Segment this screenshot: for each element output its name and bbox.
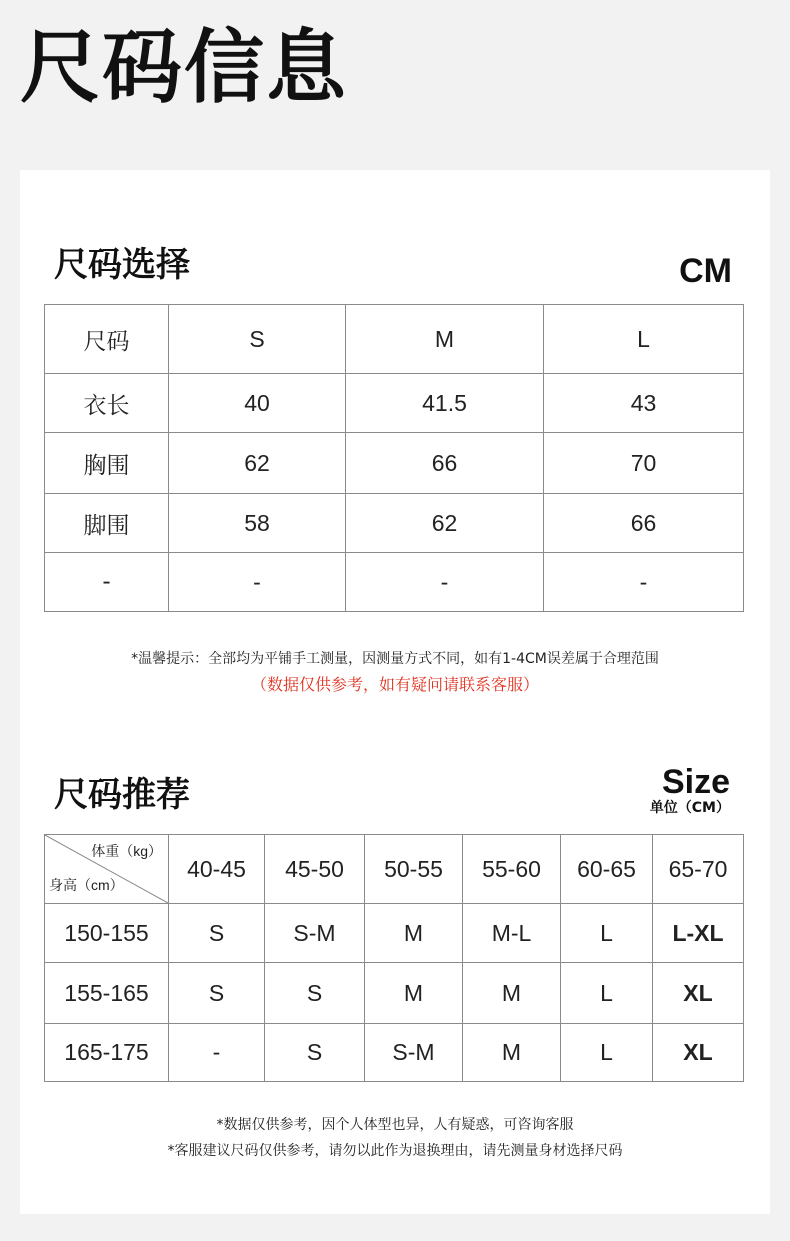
size-select-table	[44, 304, 744, 612]
table-cell: 66	[544, 494, 744, 553]
table-cell: L	[561, 1024, 653, 1082]
service-note: *客服建议尺码仅供参考，请勿以此作为退换理由，请先测量身材选择尺码	[167, 1143, 623, 1159]
size-info-card	[20, 170, 770, 1214]
measurement-note: *温馨提示：全部均为平铺手工测量，因测量方式不同，如有1-4CM误差属于合理范围	[131, 651, 659, 667]
table-cell: M	[365, 963, 463, 1024]
table-cell: 43	[544, 374, 744, 433]
size-recommend-unit: Size	[661, 763, 730, 801]
table-cell: S	[265, 1024, 365, 1082]
height-range: 150-155	[45, 904, 169, 963]
height-axis-label: 身高（cm）	[49, 877, 124, 893]
size-row-hem	[45, 494, 744, 553]
table-cell: 41.5	[346, 374, 544, 433]
weight-range: 60-65	[561, 835, 653, 904]
table-cell: M	[365, 904, 463, 963]
corner-cell	[45, 835, 169, 904]
size-header-m: M	[346, 305, 544, 374]
weight-range: 45-50	[265, 835, 365, 904]
row-label: 胸围	[45, 433, 169, 494]
table-cell: -	[346, 553, 544, 612]
table-row	[45, 1024, 744, 1082]
table-cell: M	[463, 1024, 561, 1082]
weight-header-row	[45, 835, 744, 904]
height-range: 165-175	[45, 1024, 169, 1082]
size-select-unit: CM	[679, 252, 732, 290]
size-select-header-row	[45, 305, 744, 374]
table-cell: 62	[346, 494, 544, 553]
table-cell: M	[463, 963, 561, 1024]
contact-note: （数据仅供参考，如有疑问请联系客服）	[250, 675, 539, 694]
table-cell: S	[169, 904, 265, 963]
height-range: 155-165	[45, 963, 169, 1024]
weight-range: 55-60	[463, 835, 561, 904]
table-cell: L	[561, 963, 653, 1024]
size-row-empty	[45, 553, 744, 612]
table-cell: S-M	[265, 904, 365, 963]
size-recommend-notes	[20, 1112, 770, 1164]
table-cell: -	[169, 1024, 265, 1082]
table-cell: 70	[544, 433, 744, 494]
table-cell: 58	[169, 494, 346, 553]
page-title: 尺码信息	[20, 21, 348, 114]
size-recommend-table	[44, 834, 744, 1082]
weight-range: 40-45	[169, 835, 265, 904]
size-label-header: 尺码	[45, 305, 169, 374]
table-cell: L	[561, 904, 653, 963]
row-label: -	[45, 553, 169, 612]
weight-axis-label: 体重（kg）	[91, 843, 162, 859]
table-cell: -	[544, 553, 744, 612]
size-header-s: S	[169, 305, 346, 374]
size-header-l: L	[544, 305, 744, 374]
size-recommend-unit-sub: 单位（CM）	[649, 800, 730, 816]
table-cell: XL	[653, 1024, 744, 1082]
table-cell: 66	[346, 433, 544, 494]
row-label: 衣长	[45, 374, 169, 433]
reference-note: *数据仅供参考，因个人体型也异，人有疑惑，可咨询客服	[216, 1117, 574, 1133]
table-cell: -	[169, 553, 346, 612]
size-select-notes	[20, 646, 770, 698]
weight-range: 65-70	[653, 835, 744, 904]
size-row-length	[45, 374, 744, 433]
table-cell: XL	[653, 963, 744, 1024]
size-recommend-title: 尺码推荐	[54, 775, 190, 815]
table-cell: M-L	[463, 904, 561, 963]
weight-range: 50-55	[365, 835, 463, 904]
table-cell: 40	[169, 374, 346, 433]
row-label: 脚围	[45, 494, 169, 553]
table-cell: S	[169, 963, 265, 1024]
table-cell: S	[265, 963, 365, 1024]
table-cell: L-XL	[653, 904, 744, 963]
table-row	[45, 904, 744, 963]
size-row-chest	[45, 433, 744, 494]
table-cell: 62	[169, 433, 346, 494]
table-cell: S-M	[365, 1024, 463, 1082]
size-select-title: 尺码选择	[54, 245, 190, 285]
table-row	[45, 963, 744, 1024]
